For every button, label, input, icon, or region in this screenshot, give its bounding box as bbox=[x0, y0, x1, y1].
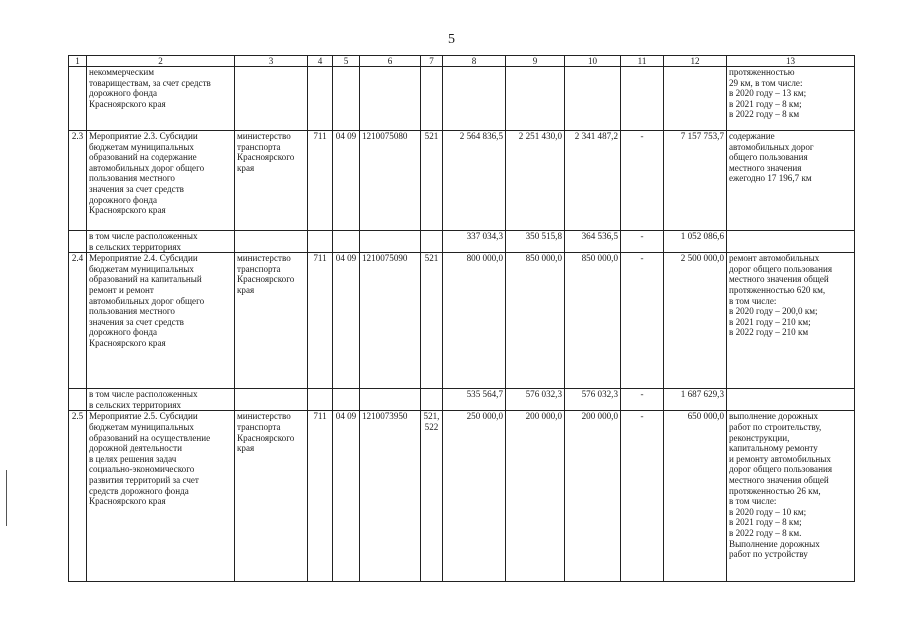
measure-name: Мероприятие 2.5. Субсидии бюджетам муниципальных образований на осуществление дорожной деятельности в целях решения задач социально-экономического развития территорий за счет средств дорожного фонда Красноярского края bbox=[87, 411, 235, 582]
column-header: 4 bbox=[308, 56, 333, 67]
target-code: 1210075090 bbox=[360, 253, 421, 389]
section-code: 04 09 bbox=[333, 131, 360, 231]
column-header: 7 bbox=[421, 56, 443, 67]
value-2021: 850 000,0 bbox=[506, 253, 565, 389]
table-row bbox=[69, 389, 855, 411]
ministry-name bbox=[235, 231, 308, 253]
target-code bbox=[360, 231, 421, 253]
ministry-name bbox=[235, 67, 308, 131]
value-2022: 576 032,3 bbox=[565, 389, 621, 411]
section-code: 04 09 bbox=[333, 411, 360, 582]
scan-artifact-line bbox=[6, 470, 7, 526]
row-number: 2.4 bbox=[69, 253, 87, 389]
measure-name: в том числе расположенных в сельских территориях bbox=[87, 231, 235, 253]
expected-result: выполнение дорожных работ по строительству, реконструкции, капитальному ремонту и ремонту автомобильных дорог общего пользования местного значения общей протяженностью 26 км, в том числе: в 2020 году – 10 км; в 2021 году – 8 км; в 2022 году – 8 км. Выполнение дорожных работ по устройству bbox=[727, 411, 855, 582]
value-2022: 200 000,0 bbox=[565, 411, 621, 582]
header-row bbox=[69, 56, 855, 67]
expected-result: ремонт автомобильных дорог общего пользования местного значения общей протяженностью 620 км, в том числе: в 2020 году – 200,0 км; в 2021 году – 210 км; в 2022 году – 210 км bbox=[727, 253, 855, 389]
column-header: 12 bbox=[664, 56, 727, 67]
expense-type-code: 521 bbox=[421, 131, 443, 231]
value-2021: 350 515,8 bbox=[506, 231, 565, 253]
grbs-code bbox=[308, 389, 333, 411]
value-col11: - bbox=[621, 411, 664, 582]
value-2020: 800 000,0 bbox=[443, 253, 506, 389]
grbs-code bbox=[308, 67, 333, 131]
value-2022: 364 536,5 bbox=[565, 231, 621, 253]
table-row bbox=[69, 231, 855, 253]
value-2020 bbox=[443, 67, 506, 131]
value-total: 1 687 629,3 bbox=[664, 389, 727, 411]
expected-result bbox=[727, 231, 855, 253]
column-header: 1 bbox=[69, 56, 87, 67]
section-code bbox=[333, 67, 360, 131]
expected-result: содержание автомобильных дорог общего пользования местного значения ежегодно 17 196,7 км bbox=[727, 131, 855, 231]
grbs-code: 711 bbox=[308, 131, 333, 231]
value-2022 bbox=[565, 67, 621, 131]
grbs-code: 711 bbox=[308, 253, 333, 389]
value-total bbox=[664, 67, 727, 131]
column-header: 9 bbox=[506, 56, 565, 67]
value-col11 bbox=[621, 67, 664, 131]
ministry-name: министерство транспорта Красноярского края bbox=[235, 131, 308, 231]
value-2020: 250 000,0 bbox=[443, 411, 506, 582]
measure-name: Мероприятие 2.3. Субсидии бюджетам муниципальных образований на содержание автомобильных дорог общего пользования местного значения за счет средств дорожного фонда Красноярского края bbox=[87, 131, 235, 231]
ministry-name: министерство транспорта Красноярского края bbox=[235, 253, 308, 389]
grbs-code: 711 bbox=[308, 411, 333, 582]
target-code: 1210075080 bbox=[360, 131, 421, 231]
measure-name: в том числе расположенных в сельских территориях bbox=[87, 389, 235, 411]
table-row bbox=[69, 411, 855, 582]
value-2022: 850 000,0 bbox=[565, 253, 621, 389]
value-2021: 576 032,3 bbox=[506, 389, 565, 411]
column-header: 2 bbox=[87, 56, 235, 67]
column-header: 8 bbox=[443, 56, 506, 67]
column-header: 13 bbox=[727, 56, 855, 67]
expense-type-code: 521, 522 bbox=[421, 411, 443, 582]
expense-type-code: 521 bbox=[421, 253, 443, 389]
ministry-name: министерство транспорта Красноярского края bbox=[235, 411, 308, 582]
table-row bbox=[69, 131, 855, 231]
column-header: 6 bbox=[360, 56, 421, 67]
value-col11: - bbox=[621, 253, 664, 389]
value-total: 1 052 086,6 bbox=[664, 231, 727, 253]
value-2020: 337 034,3 bbox=[443, 231, 506, 253]
section-code bbox=[333, 231, 360, 253]
expense-type-code bbox=[421, 231, 443, 253]
table-row bbox=[69, 67, 855, 131]
column-header: 11 bbox=[621, 56, 664, 67]
value-2021 bbox=[506, 67, 565, 131]
row-number: 2.3 bbox=[69, 131, 87, 231]
value-2020: 535 564,7 bbox=[443, 389, 506, 411]
section-code bbox=[333, 389, 360, 411]
value-col11: - bbox=[621, 389, 664, 411]
value-2020: 2 564 836,5 bbox=[443, 131, 506, 231]
table-row bbox=[69, 253, 855, 389]
expense-type-code bbox=[421, 67, 443, 131]
value-2021: 2 251 430,0 bbox=[506, 131, 565, 231]
value-col11: - bbox=[621, 231, 664, 253]
grbs-code bbox=[308, 231, 333, 253]
expense-type-code bbox=[421, 389, 443, 411]
row-number bbox=[69, 231, 87, 253]
value-2021: 200 000,0 bbox=[506, 411, 565, 582]
page-number: 5 bbox=[448, 32, 455, 47]
target-code bbox=[360, 389, 421, 411]
ministry-name bbox=[235, 389, 308, 411]
section-code: 04 09 bbox=[333, 253, 360, 389]
target-code bbox=[360, 67, 421, 131]
value-2022: 2 341 487,2 bbox=[565, 131, 621, 231]
expected-result: протяженностью 29 км, в том числе: в 2020 году – 13 км; в 2021 году – 8 км; в 2022 году – 8 км bbox=[727, 67, 855, 131]
expected-result bbox=[727, 389, 855, 411]
value-total: 2 500 000,0 bbox=[664, 253, 727, 389]
value-col11: - bbox=[621, 131, 664, 231]
row-number bbox=[69, 67, 87, 131]
column-header: 5 bbox=[333, 56, 360, 67]
measure-name: некоммерческим товариществам, за счет средств дорожного фонда Красноярского края bbox=[87, 67, 235, 131]
value-total: 7 157 753,7 bbox=[664, 131, 727, 231]
row-number bbox=[69, 389, 87, 411]
value-total: 650 000,0 bbox=[664, 411, 727, 582]
column-header: 3 bbox=[235, 56, 308, 67]
budget-table bbox=[68, 55, 855, 582]
measure-name: Мероприятие 2.4. Субсидии бюджетам муниципальных образований на капитальный ремонт и ремонт автомобильных дорог общего пользования местного значения за счет средств дорожного фонда Красноярского края bbox=[87, 253, 235, 389]
row-number: 2.5 bbox=[69, 411, 87, 582]
target-code: 1210073950 bbox=[360, 411, 421, 582]
column-header: 10 bbox=[565, 56, 621, 67]
